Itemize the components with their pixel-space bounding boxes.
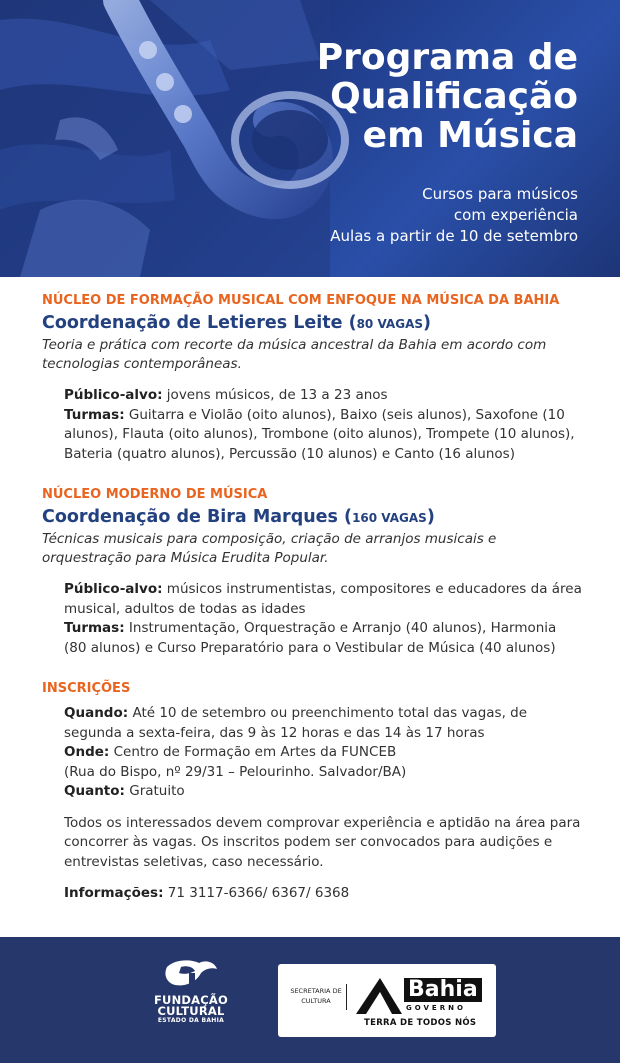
onde-label: Onde: — [64, 744, 110, 760]
quanto-label: Quanto: — [64, 783, 125, 799]
turmas-text: Guitarra e Violão (oito alunos), Baixo (seis alunos), Saxofone (10 alunos), Flauta (oito alunos), Trombone (oito alunos), Trompete (10 alunos), Bateria (quatro alunos), Percussão (10 alunos) e Canto (16 alunos) — [64, 406, 575, 462]
quando — [64, 704, 582, 743]
title-line-2: Qualificação — [330, 76, 578, 117]
publico-text: jovens músicos, de 13 a 23 anos — [162, 387, 388, 403]
section-details — [42, 580, 582, 658]
section-heading: NÚCLEO MODERNO DE MÚSICA — [42, 487, 268, 502]
onde-text: Centro de Formação em Artes da FUNCEB — [109, 744, 397, 760]
publico-label: Público-alvo: — [64, 581, 163, 597]
inscricoes-note: Todos os interessados devem comprovar experiência e aptidão na área para concorrer às vagas. Os inscritos podem ser convocados para audições e entrevistas seletivas, caso necessário. — [64, 814, 581, 870]
nucleo-moderno-section — [42, 486, 582, 658]
slogan: TERRA DE TODOS NÓS — [364, 1018, 477, 1028]
coordination-close: ) — [426, 507, 435, 527]
section-details — [42, 386, 582, 464]
governo-wordmark: GOVERNO — [406, 1004, 466, 1012]
subtitle-line-1: Cursos para músicos — [422, 185, 578, 203]
section-heading: INSCRIÇÕES — [42, 681, 131, 696]
title-line-1: Programa de — [316, 37, 578, 78]
info-phone: 71 3117-6366/ 6367/ 6368 — [163, 885, 350, 901]
subtitle-line-2: com experiência — [453, 206, 578, 224]
coordination-close: ) — [423, 313, 431, 333]
turmas — [64, 406, 582, 465]
section-description: Teoria e prática com recorte da música ancestral da Bahia em acordo com tecnologias contemporâneas. — [42, 337, 547, 372]
subtitle-line-3: Aulas a partir de 10 de setembro — [330, 227, 578, 245]
main-content — [42, 292, 582, 904]
turmas-text: Instrumentação, Orquestração e Arranjo (40 alunos), Harmonia (80 alunos) e Curso Preparatório para o Vestibular de Música (40 alunos) — [64, 620, 557, 656]
publico-text: músicos instrumentistas, compositores e educadores da área musical, adultos de todas as idades — [64, 581, 582, 617]
fundacao-cultural-icon — [161, 957, 221, 991]
vagas-count: 80 VAGAS — [356, 317, 423, 331]
section-description: Técnicas musicais para composição, criação de arranjos musicais e orquestração para Música Erudita Popular. — [42, 531, 497, 566]
onde — [64, 743, 582, 763]
fc-line-3: ESTADO DA BAHIA — [157, 1017, 225, 1024]
publico-label: Público-alvo: — [64, 387, 163, 403]
turmas — [64, 619, 582, 658]
title-line-3: em Música — [362, 115, 578, 156]
quando-label: Quando: — [64, 705, 129, 721]
informacoes — [64, 884, 582, 904]
inscricoes-details — [42, 704, 582, 904]
coordination-name: Coordenação de Letieres Leite ( — [42, 313, 357, 333]
coordination-title — [42, 312, 582, 336]
onde-address: (Rua do Bispo, nº 29/31 – Pelourinho. Salvador/BA) — [64, 763, 407, 780]
fc-line-2: CULTURAL — [157, 1004, 225, 1018]
vagas-count: 160 VAGAS — [352, 511, 427, 525]
logo-divider — [346, 984, 347, 1010]
hero-subtitle — [330, 184, 578, 247]
bahia-triangle-icon — [354, 976, 404, 1016]
nucleo-formacao-section — [42, 292, 582, 464]
hero-banner — [0, 0, 620, 277]
publico-alvo — [64, 386, 582, 406]
bahia-wordmark: Bahia — [404, 978, 482, 1002]
publico-alvo — [64, 580, 582, 619]
page-title — [317, 38, 578, 155]
fundacao-cultural-logo — [150, 957, 232, 1025]
inscricoes-section — [42, 680, 582, 904]
turmas-label: Turmas: — [64, 406, 125, 423]
quando-text: Até 10 de setembro ou preenchimento total das vagas, de segunda a sexta-feira, das 9 às 12 horas e das 14 às 17 horas — [64, 705, 528, 741]
bahia-governo-logo — [278, 964, 496, 1037]
section-heading: NÚCLEO DE FORMAÇÃO MUSICAL COM ENFOQUE NA MÚSICA DA BAHIA — [42, 293, 560, 308]
quanto — [64, 782, 582, 802]
secretaria-line-1: SECRETARIA DE — [290, 987, 342, 995]
quanto-text: Gratuito — [124, 783, 185, 799]
coordination-title — [42, 506, 582, 530]
fc-line-1: FUNDAÇÃO — [154, 993, 228, 1007]
footer — [0, 937, 620, 1063]
coordination-name: Coordenação de Bira Marques ( — [42, 507, 353, 527]
info-label: Informações: — [64, 885, 164, 901]
secretaria-label — [290, 986, 342, 1006]
secretaria-line-2: CULTURA — [301, 997, 331, 1005]
turmas-label: Turmas: — [64, 620, 125, 636]
